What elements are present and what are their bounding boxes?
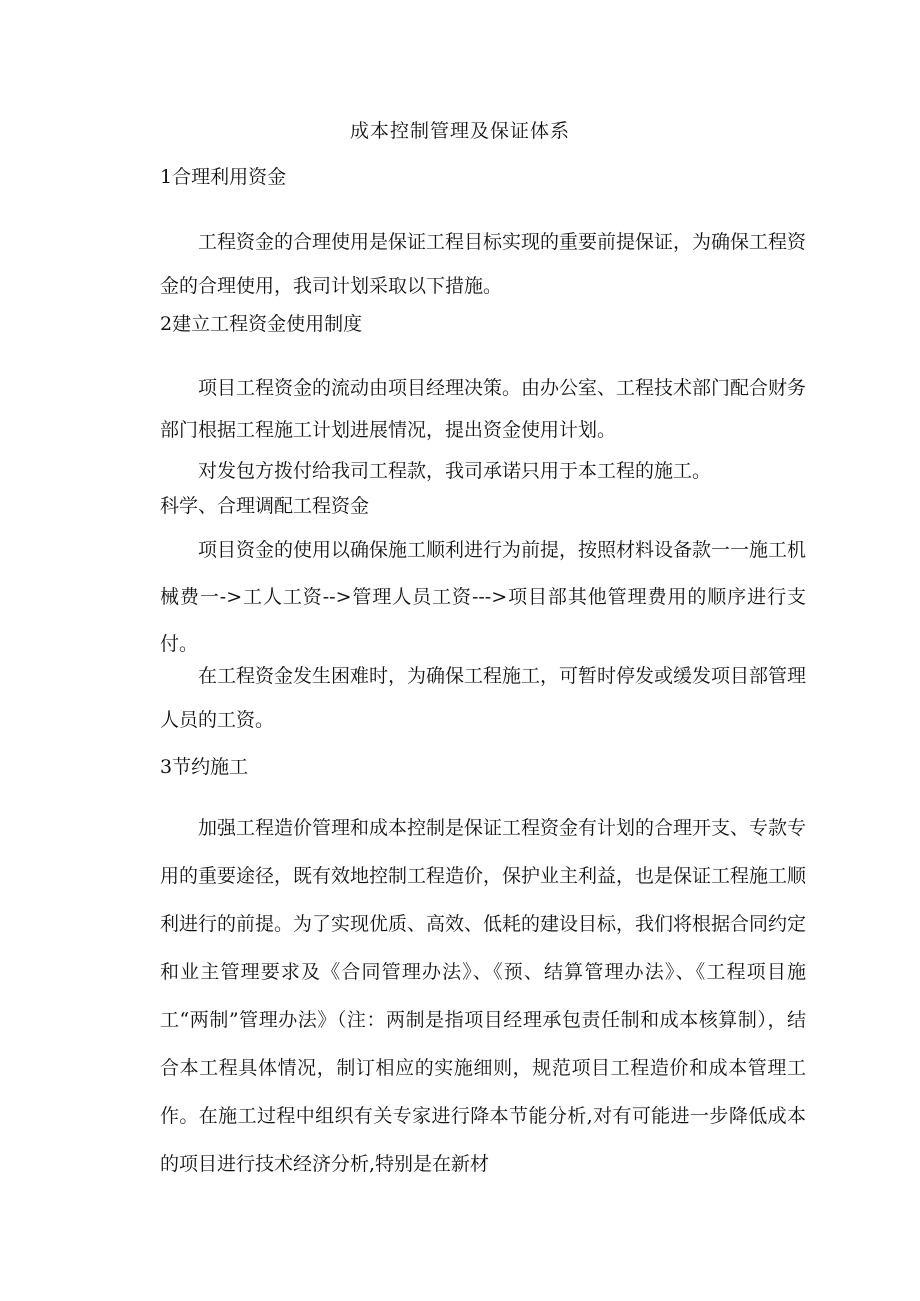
paragraph-1-1: 工程资金的合理使用是保证工程目标实现的重要前提保证，为确保工程资金的合理使用，我司计划采取以下措施。 bbox=[160, 231, 807, 297]
paragraph-2-2: 对发包方拨付给我司工程款，我司承诺只用于本工程的施工。 bbox=[198, 460, 712, 482]
paragraph-2-1: 项目工程资金的流动由项目经理决策。由办公室、工程技术部门配合财务部门根据工程施工计划进展情况，提出资金使用计划。 bbox=[160, 377, 807, 441]
subheading-funds-allocation: 科学、合理调配工程资金 bbox=[160, 495, 370, 517]
paragraph-2-4: 在工程资金发生困难时，为确保工程施工，可暂时停发或缓发项目部管理人员的工资。 bbox=[160, 665, 807, 731]
paragraph-2-3: 项目资金的使用以确保施工顺利进行为前提，按照材料设备款一一施工机械费一->工人工资-->管理人员工资--->项目部其他管理费用的顺序进行支付。 bbox=[160, 539, 807, 655]
document-title: 成本控制管理及保证体系 bbox=[349, 120, 570, 142]
section-heading-1: 1合理利用资金 bbox=[160, 166, 287, 188]
paragraph-3-1: 加强工程造价管理和成本控制是保证工程资金有计划的合理开支、专款专用的重要途径，既有效地控制工程造价，保护业主利益，也是保证工程施工顺利进行的前提。为了实现优质、高效、低耗的建设目标，我们将根据合同约定和业主管理要求及《合同管理办法》、《预、结算管理办法》、《工程项目施工“两制”管理办法》（注：两制是指项目经理承包责任制和成本核算制），结合本工程具体情况，制订相应的实施细则，规范项目工程造价和成本管理工作。在施工过程中组织有关专家进行降本节能分析,对有可能进一步降低成本的项目进行技术经济分析,特别是在新材 bbox=[160, 817, 807, 1175]
section-heading-3: 3节约施工 bbox=[160, 756, 249, 778]
section-heading-2: 2建立工程资金使用制度 bbox=[160, 313, 363, 335]
